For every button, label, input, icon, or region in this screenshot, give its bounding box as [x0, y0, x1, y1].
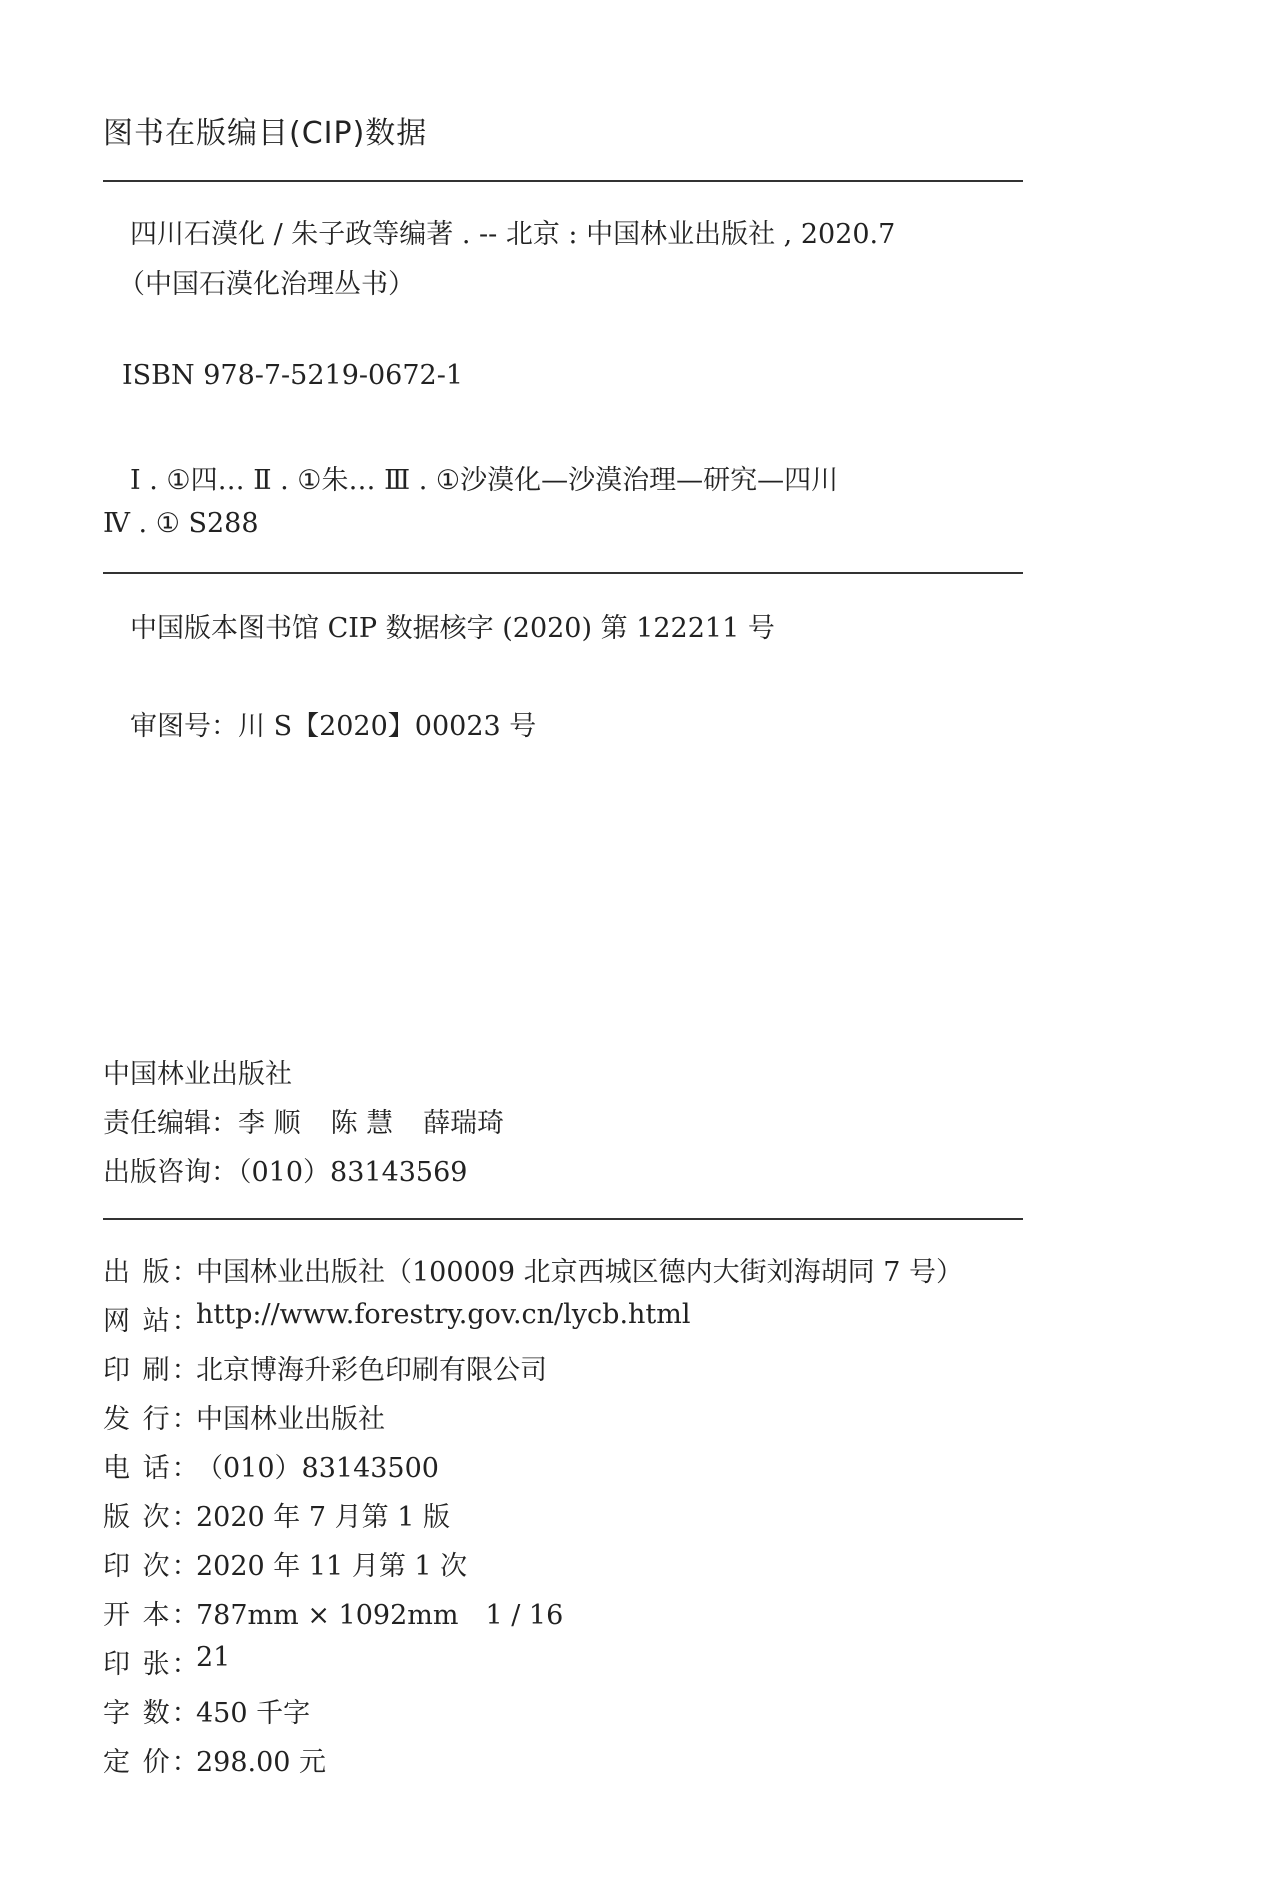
detail-label: 出 版：: [103, 1257, 201, 1288]
detail-row-sheets: [103, 1642, 230, 1681]
detail-row-price: [103, 1740, 326, 1779]
detail-label: 发 行：: [103, 1404, 201, 1435]
detail-value: 787mm × 1092mm 1 / 16: [196, 1600, 564, 1631]
editors-label: 责任编辑：: [103, 1108, 238, 1139]
publisher-name: 中国林业出版社: [103, 1059, 292, 1090]
detail-value: 中国林业出版社: [196, 1404, 385, 1435]
detail-row-website: [103, 1299, 691, 1338]
detail-value: 2020 年 7 月第 1 版: [196, 1502, 450, 1533]
editor-name: 李 顺: [238, 1108, 301, 1139]
cip-check-number: 中国版本图书馆 CIP 数据核字 (2020) 第 122211 号: [130, 613, 775, 644]
editor-name: 薛瑞琦: [423, 1108, 505, 1139]
editor-name: 陈 慧: [330, 1108, 394, 1139]
detail-label: 印 次：: [103, 1551, 201, 1582]
detail-label: 定 价：: [103, 1747, 201, 1778]
subject-line2: Ⅳ . ① S288: [103, 508, 259, 539]
cip-entry-line1: 四川石漠化 / 朱子政等编著 . -- 北京 : 中国林业出版社 , 2020.7: [130, 219, 896, 250]
detail-row-word-count: [103, 1691, 310, 1730]
detail-row-edition: [103, 1495, 450, 1534]
detail-row-format: [103, 1593, 563, 1632]
detail-value: 450 千字: [196, 1698, 311, 1729]
isbn: ISBN 978-7-5219-0672-1: [122, 360, 464, 391]
middle-rule: [103, 572, 1023, 574]
detail-label: 开 本：: [103, 1600, 201, 1631]
detail-row-publisher: [103, 1250, 963, 1289]
detail-row-printer: [103, 1348, 547, 1387]
detail-label: 版 次：: [103, 1502, 201, 1533]
detail-row-printing: [103, 1544, 467, 1583]
detail-value: 北京博海升彩色印刷有限公司: [196, 1355, 547, 1386]
map-review-number: 审图号：川 S【2020】00023 号: [130, 711, 537, 742]
detail-value: （010）83143500: [196, 1453, 439, 1484]
detail-label: 印 刷：: [103, 1355, 201, 1386]
editors-line: [103, 1101, 534, 1140]
cip-title: 图书在版编目(CIP)数据: [103, 116, 428, 151]
price-value: 298.00 元: [196, 1747, 327, 1778]
detail-row-distributor: [103, 1397, 385, 1436]
consult-phone: 出版咨询：（010）83143569: [103, 1157, 468, 1188]
detail-label: 字 数：: [103, 1698, 201, 1729]
detail-label: 印 张：: [103, 1649, 201, 1680]
top-rule: [103, 180, 1023, 182]
detail-label: 网 站：: [103, 1306, 201, 1337]
bottom-rule: [103, 1218, 1023, 1220]
detail-label: 电 话：: [103, 1453, 201, 1484]
detail-row-phone: [103, 1446, 439, 1485]
detail-value: 21: [196, 1642, 231, 1673]
website-url: http://www.forestry.gov.cn/lycb.html: [196, 1299, 691, 1330]
detail-value: 中国林业出版社（100009 北京西城区德内大街刘海胡同 7 号）: [196, 1257, 963, 1288]
cip-entry-line2: （中国石漠化治理丛书）: [118, 269, 415, 300]
detail-value: 2020 年 11 月第 1 次: [196, 1551, 468, 1582]
subject-line1: Ⅰ . ①四… Ⅱ . ①朱… Ⅲ . ①沙漠化—沙漠治理—研究—四川: [130, 465, 839, 496]
